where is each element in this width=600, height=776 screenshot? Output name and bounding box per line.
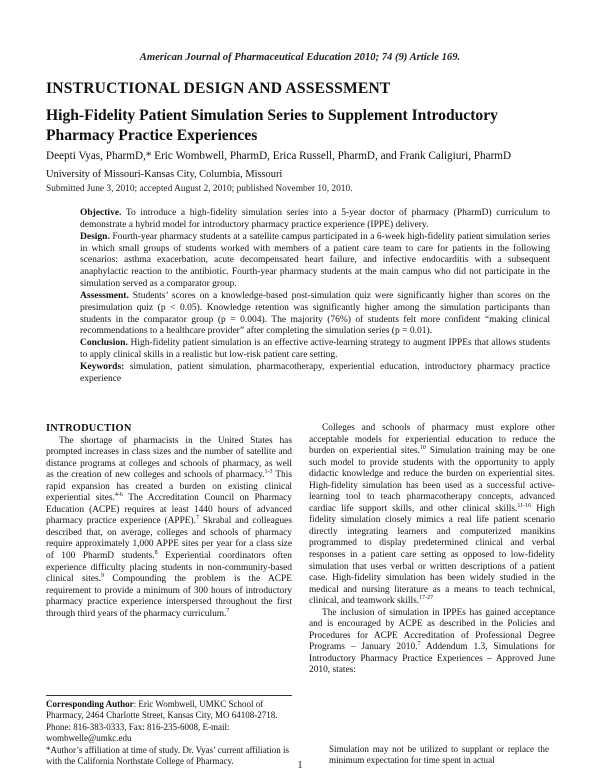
abstract: [80, 208, 550, 386]
citation: 17-27: [419, 595, 434, 602]
quote-text: Simulation may not be utilized to supplant or replace the minimum expectation for time spent in actual: [329, 744, 549, 766]
submission-dates: Submitted June 3, 2010; accepted August 2, 2010; published November 10, 2010.: [46, 184, 353, 194]
abstract-design: [80, 232, 550, 291]
journal-header: [0, 52, 600, 63]
objective-label: Objective.: [80, 208, 122, 218]
section-heading: INSTRUCTIONAL DESIGN AND ASSESSMENT: [46, 80, 391, 97]
intro-paragraph-3: The inclusion of simulation in IPPEs has gained acceptance and is encouraged by ACPE as described in the Policies and Procedures for ACPE Accreditation of Professional Degree Programs – January 2010.$^7$ Addendum 1.3, Simulations for Introductory Pharmacy Practice Experiences – Approved June 2010, states:: [309, 607, 556, 676]
conclusion-label: Conclusion.: [80, 338, 128, 349]
keywords-label: Keywords:: [80, 361, 125, 372]
citation: 8: [154, 549, 158, 556]
intro-paragraph-2: Colleges and schools of pharmacy must explore other acceptable models for experiential education to reduce the burden on experiential sites.$^{10}$ Simulation training may be one such model to provide students with the opportunity to apply didactic knowledge and reduce the burden on experiential sites. High-fidelity simulation has been used as a successful active-learning tool to teach pharmacotherapy concepts, advanced cardiac life support skills, and other clinical skills.$^{11-16}$ High fidelity simulation closely mimics a real life patient scenario directly integrating learners and computerized manikins programmed to display predetermined clinical and verbal responses in a patient care setting as opposed to low-fidelity simulation that uses verbal or written descriptions of a patient case. High-fidelity simulation has been widely studied in the medical and nursing literature as a means to teach technical, clinical, and teamwork skills.$^{17-27}$: [309, 423, 555, 607]
correspondence-footnote: [46, 699, 292, 767]
assessment-text: Students’ scores on a knowledge-based post-simulation quiz were significantly higher than scores on the presimulation quiz (p < 0.05). Knowledge retention was significantly higher among the simulation participants than students in the comparator group (p = 0.004). The majority (76%) of students felt more confident “making clinical recommendations to a healthcare provider” after completing the simulation series (p = 0.01).: [80, 290, 550, 337]
affiliation: University of Missouri-Kansas City, Columbia, Missouri: [46, 169, 283, 180]
citation: 7: [196, 515, 199, 522]
citation: 7: [417, 641, 421, 648]
design-text: Fourth-year pharmacy students at a satellite campus participated in a 6-week high-fidelity patient simulation series in which small groups of students worked with members of a patient care team to care for patients in the following scenarios: asthma exacerbation, acute decompensated heart failure, and infective endocarditis with a subsequent anaphylactic reaction to the antibiotic. Fourth-year pharmacy students at the main campus who did not participate in the simulation served as a comparator group.: [80, 231, 550, 290]
article-title: High-Fidelity Patient Simulation Series to Supplement Introductory Pharmacy Practice Experiences: [46, 107, 498, 144]
objective-text: To introduce a high-fidelity simulation series into a 5-year doctor of pharmacy (PharmD) curriculum to demonstrate a hybrid model for introductory pharmacy practice experience (IPPE) delivery.: [80, 208, 550, 230]
citation: 4-6: [114, 492, 123, 499]
intro-paragraph-1: The shortage of pharmacists in the United States has prompted increases in class sizes and the number of satellite and distance programs at colleges and schools of pharmacy, as well as the creation of new colleges and schools of pharmacy.$^{1-3}$ This rapid expansion has created a burden on existing clinical experiential sites.$^{4-6}$ The Accreditation Council on Pharmacy Education (ACPE) requires at least 1440 hours of advanced pharmacy practice experience (APPE).$^7$ Skrabal and colleagues described that, on average, colleges and schools of pharmacy require approximately 1,000 APPE sites per year for a class size of 100 PharmD students.$^8$ Experiential coordinators often experience difficulty placing students in non-community-based clinical sites.$^9$ Compounding the problem is the ACPE requirement to provide a minimum of 300 hours of introductory pharmacy practice experience interspersed throughout the first through third years of the pharmacy curriculum.$^7$: [46, 435, 293, 619]
introduction-heading: INTRODUCTION: [46, 423, 132, 434]
author-list: Deepti Vyas, PharmD,* Eric Wombwell, PharmD, Erica Russell, PharmD, and Frank Caligiuri, PharmD: [46, 150, 512, 162]
page-number: 1: [297, 760, 303, 771]
corresponding-author-label: Corresponding Author: [46, 699, 134, 709]
left-column: [46, 423, 292, 620]
design-label: Design.: [80, 231, 110, 242]
abstract-assessment: [80, 291, 550, 338]
citation: 1-3: [264, 469, 273, 476]
right-column: [309, 423, 555, 677]
abstract-conclusion: [80, 338, 550, 362]
conclusion-text: High-fidelity patient simulation is an effective active-learning strategy to augment IPPEs that allows students to apply clinical skills in a realistic but low-risk patient care setting.: [80, 338, 550, 361]
footnote-divider: [46, 695, 292, 696]
abstract-objective: [80, 208, 550, 232]
journal-name: American Journal of Pharmaceutical Education: [139, 52, 352, 63]
citation: 7: [226, 607, 230, 614]
keywords-text: simulation, patient simulation, pharmacotherapy, experiential education, introductory pharmacy practice experience: [80, 361, 550, 384]
citation: 11-16: [517, 502, 532, 509]
citation: 9: [101, 572, 105, 579]
journal-citation: 2010; 74 (9) Article 169.: [351, 52, 461, 63]
corresponding-author-text: : Eric Wombwell, UMKC School of Pharmacy, 2464 Charlotte Street, Kansas City, MO 64108-2718. Phone: 816-383-0333, Fax: 816-235-6008, E-mail: wombwelle@umkc.edu: [46, 699, 278, 744]
affiliation-note: *Author’s affiliation at time of study. Dr. Vyas’ current affiliation is with the California Northstate College of Pharmacy.: [46, 744, 290, 767]
assessment-label: Assessment.: [80, 290, 129, 301]
abstract-keywords: [80, 362, 550, 386]
citation: 10: [419, 444, 426, 451]
